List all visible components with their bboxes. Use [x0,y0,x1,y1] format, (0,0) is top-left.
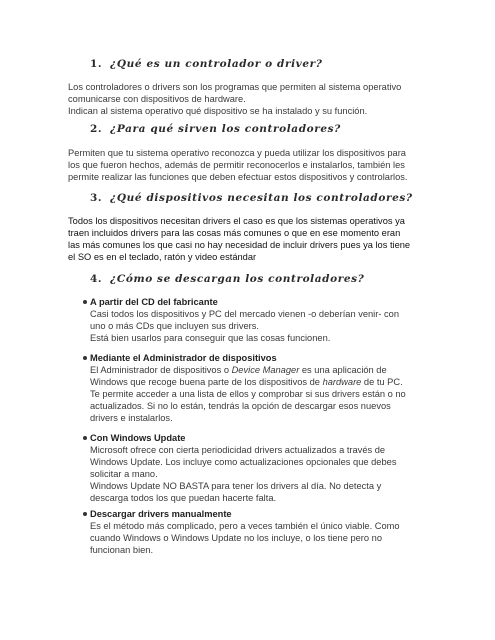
list-item-cd-fabricante [88,296,428,344]
line-text: Windows que recoge buena parte de los dispositivos de [90,377,323,387]
paragraph-line: las más comunes los que casi no hay necesidad de incluir drivers pues ya los tiene [68,240,411,250]
section-4-number: 4. [90,273,103,285]
list-item-line: Es el método más complicado, pero a veces también el único viable. Como [90,521,400,531]
line-text: de tu PC. [361,377,403,387]
section-3-number: 3. [90,192,103,204]
section-1-heading [90,58,323,70]
list-item-descarga-manual [88,508,428,556]
section-4-heading [90,273,364,285]
device-manager-term: Device Manager [231,365,300,375]
section-2-paragraph [68,147,440,183]
paragraph-line: Todos los dispositivos necesitan drivers el caso es que los sistemas operativos ya [68,216,405,226]
section-2-number: 2. [90,123,103,135]
paragraph-line: Los controladores o drivers son los programas que permiten al sistema operativo [68,82,402,92]
section-3-paragraph [68,215,440,263]
list-item-windows-update [88,432,428,504]
paragraph-line: permite realizar las funciones que deben efectuar estos dispositivos y controlarlos. [68,172,408,182]
section-3-title: ¿Qué dispositivos necesitan los controladores? [110,192,413,204]
list-item-title: Descargar drivers manualmente [90,509,232,519]
section-1-paragraph [68,81,440,117]
list-item-line: uno o más CDs que incluyen sus drivers. [90,321,259,331]
paragraph-line: traen incluidos drivers para las cosas más comunes o que en ese momento eran [68,228,401,238]
section-1-title: ¿Qué es un controlador o driver? [110,58,323,70]
list-item-line: actualizados. Si no lo están, tendrás la opción de descargar esos nuevos [90,401,391,411]
list-item-line: Microsoft ofrece con cierta periodicidad drivers actualizados a través de [90,445,386,455]
list-item-title: Con Windows Update [90,433,186,443]
list-item-title: A partir del CD del fabricante [90,297,218,307]
line-text: El Administrador de dispositivos o [90,365,232,375]
section-4-title: ¿Cómo se descargan los controladores? [110,273,365,285]
section-1-number: 1. [90,58,103,70]
paragraph-line: comunicarse con dispositivos de hardware. [68,94,246,104]
bullet-icon [83,356,87,360]
list-item-line: Casi todos los dispositivos y PC del mercado vienen -o deberían venir- con [90,309,400,319]
line-text: es una aplicación de [299,365,387,375]
hardware-term: hardware [322,377,362,387]
paragraph-line: el SO es en el teclado, ratón y video estándar [68,252,257,262]
bullet-icon [83,512,87,516]
list-item-title: Mediante el Administrador de dispositivos [90,353,277,363]
list-item-line: Windows Update NO BASTA para tener los drivers al día. No detecta y [90,481,382,491]
paragraph-line: los que fueron hechos, además de permitir reconocerlos e instalarlos, también les [68,160,405,170]
list-item-line [88,376,428,388]
bullet-icon [83,436,87,440]
section-3-heading [90,192,413,204]
list-item-line: Te permite acceder a una lista de ellos y comprobar si sus drivers están o no [90,389,406,399]
list-item-line: Está bien usarlos para conseguir que las cosas funcionen. [90,333,331,343]
list-item-line: Windows Update. Los incluye como actualizaciones opcionales que debes [90,457,397,467]
list-item-line: solicitar a mano. [90,469,158,479]
list-item-line: cuando Windows o Windows Update no los incluye, o los tiene pero no [90,533,382,543]
list-item-line: drivers e instalarlos. [90,413,173,423]
list-item-administrador-dispositivos [88,352,428,424]
list-item-line: funcionan bien. [90,545,154,555]
section-2-title: ¿Para qué sirven los controladores? [110,123,341,135]
paragraph-line: Indican al sistema operativo qué dispositivo se ha instalado y su función. [68,106,368,116]
list-item-line: descarga todos los que puedan hacerte falta. [90,493,277,503]
list-item-line [88,364,428,376]
section-2-heading [90,123,341,135]
paragraph-line: Permiten que tu sistema operativo reconozca y pueda utilizar los dispositivos para [68,148,406,158]
bullet-icon [83,300,87,304]
